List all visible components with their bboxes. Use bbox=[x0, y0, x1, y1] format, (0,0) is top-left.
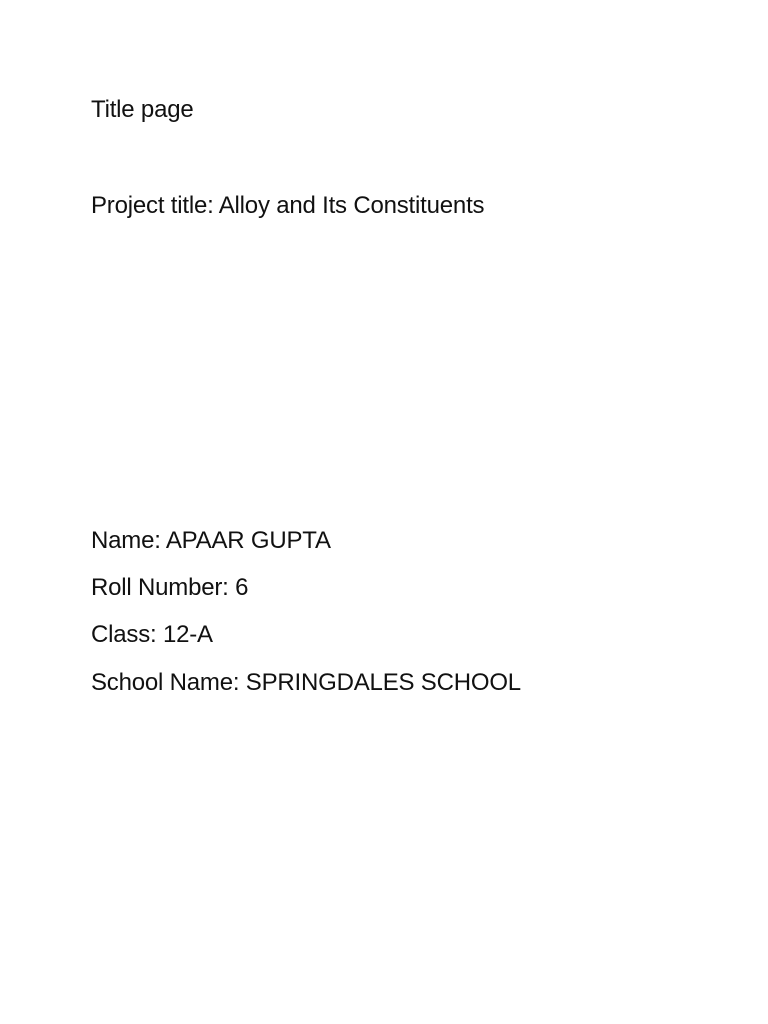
school-name: School Name: SPRINGDALES SCHOOL bbox=[91, 669, 521, 696]
class-info: Class: 12-A bbox=[91, 621, 213, 648]
student-name: Name: APAAR GUPTA bbox=[91, 527, 331, 554]
roll-number: Roll Number: 6 bbox=[91, 574, 249, 601]
page-heading: Title page bbox=[91, 96, 194, 123]
project-title: Project title: Alloy and Its Constituents bbox=[91, 192, 485, 219]
